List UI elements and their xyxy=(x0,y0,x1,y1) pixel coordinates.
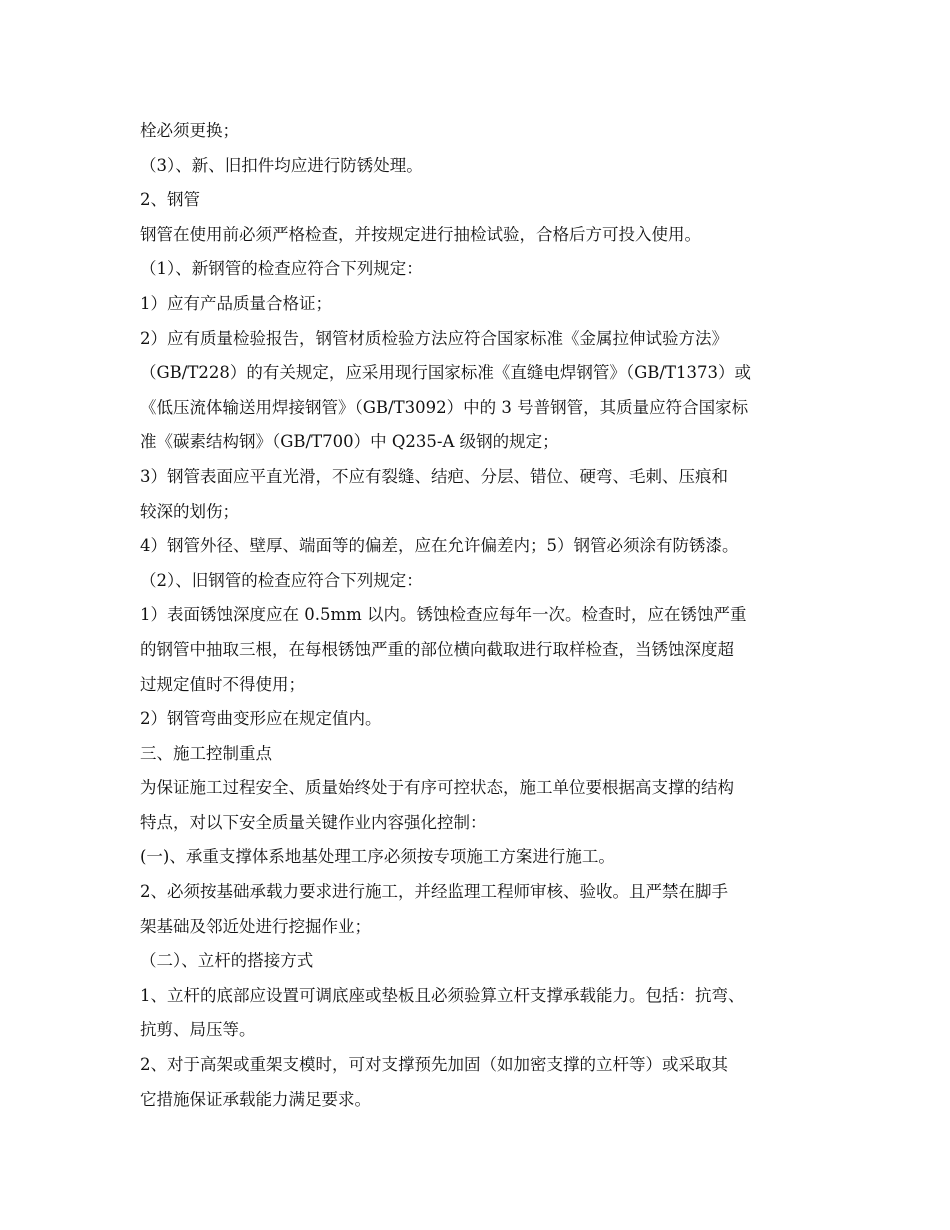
section-heading: 2、钢管 xyxy=(140,190,200,210)
subsection-heading: (一)、承重支撑体系地基处理工序必须按专项施工方案进行施工。 xyxy=(140,847,615,867)
subsection-heading: （1）、新钢管的检查应符合下列规定： xyxy=(140,259,423,279)
text-line: 过规定值时不得使用； xyxy=(140,674,305,694)
text-line: 1）表面锈蚀深度应在 0.5mm 以内。锈蚀检查应每年一次。检查时，应在锈蚀严重 xyxy=(140,605,747,625)
text-line: 抗剪、局压等。 xyxy=(140,1020,256,1040)
text-line: 2、对于高架或重架支模时，可对支撑预先加固（如加密支撑的立杆等）或采取其 xyxy=(140,1055,728,1075)
subsection-heading: （2）、旧钢管的检查应符合下列规定： xyxy=(140,570,423,590)
subsection-heading: （二）、立杆的搭接方式 xyxy=(140,951,314,971)
document-body xyxy=(140,114,840,1117)
section-heading: 三、施工控制重点 xyxy=(140,743,272,763)
text-line: 较深的划伤； xyxy=(140,501,239,521)
text-line: 架基础及邻近处进行挖掘作业； xyxy=(140,916,371,936)
text-line: 特点，对以下安全质量关键作业内容强化控制： xyxy=(140,812,487,832)
text-line: 4）钢管外径、壁厚、端面等的偏差，应在允许偏差内；5）钢管必须涂有防锈漆。 xyxy=(140,536,739,556)
text-line: （3）、新、旧扣件均应进行防锈处理。 xyxy=(140,155,423,175)
text-line: （GB/T228）的有关规定，应采用现行国家标准《直缝电焊钢管》（GB/T1373）或 xyxy=(140,363,751,383)
text-line: 钢管在使用前必须严格检查，并按规定进行抽检试验，合格后方可投入使用。 xyxy=(140,224,701,244)
text-line: 2）应有质量检验报告，钢管材质检验方法应符合国家标准《金属拉伸试验方法》 xyxy=(140,328,728,348)
text-line: 它措施保证承载能力满足要求。 xyxy=(140,1089,371,1109)
text-line: 《低压流体输送用焊接钢管》（GB/T3092）中的 3 号普钢管，其质量应符合国家标 xyxy=(140,397,749,417)
text-line: 栓必须更换； xyxy=(140,121,239,140)
text-line: 准《碳素结构钢》（GB/T700）中 Q235-A 级钢的规定； xyxy=(140,432,559,452)
text-line: 1）应有产品质量合格证； xyxy=(140,293,332,313)
text-line: 2、必须按基础承载力要求进行施工，并经监理工程师审核、验收。且严禁在脚手 xyxy=(140,882,728,902)
text-line: 3）钢管表面应平直光滑，不应有裂缝、结疤、分层、错位、硬弯、毛刺、压痕和 xyxy=(140,466,728,486)
text-line: 的钢管中抽取三根，在每根锈蚀严重的部位横向截取进行取样检查，当锈蚀深度超 xyxy=(140,639,734,659)
text-line: 2）钢管弯曲变形应在规定值内。 xyxy=(140,709,382,729)
text-line: 1、立杆的底部应设置可调底座或垫板且必须验算立杆支撑承载能力。包括：抗弯、 xyxy=(140,985,745,1005)
text-line: 为保证施工过程安全、质量始终处于有序可控状态，施工单位要根据高支撑的结构 xyxy=(140,778,734,798)
